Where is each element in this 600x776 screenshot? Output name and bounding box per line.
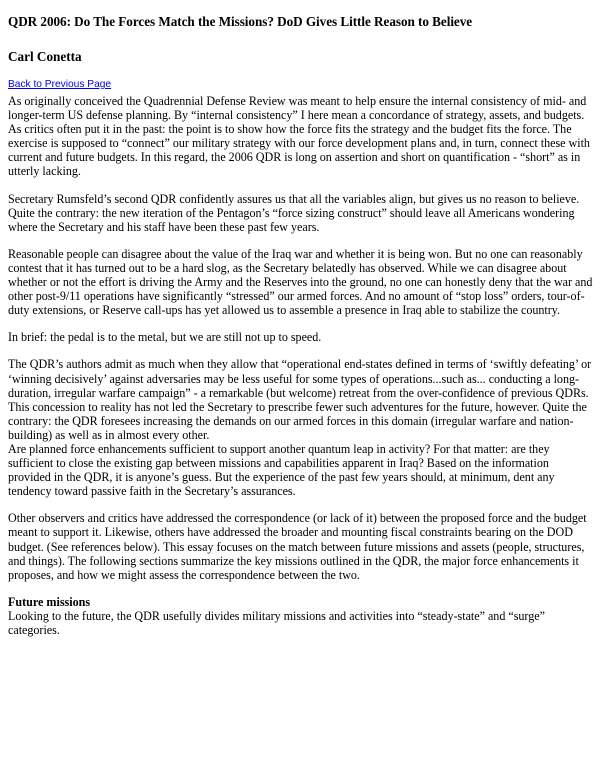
paragraph-future-missions: Looking to the future, the QDR usefully divides military missions and activities into “steady-state” and “surge” categories.: [8, 608, 545, 637]
article-author: Carl Conetta: [8, 49, 82, 64]
paragraph-force-enhancements: Are planned force enhancements sufficient to support another quantum leap in activity? For that matter: are they sufficient to close the existing gap between missions and capabilities apparent in Iraq? Based on the information provided in the QDR, it is anyone’s guess. But the experience of the past few years should, at minimum, dent any tendency toward passive faith in the Secretary’s assurances.: [8, 441, 555, 499]
paragraph-intro: As originally conceived the Quadrennial Defense Review was meant to help ensure the internal consistency of mid- and longer-term US defense planning. By “internal consistency” I here mean a concordance of strategy, assets, and budgets. As critics often put it in the past: the point is to show how the force fits the strategy and the budget fits the force. The exercise is supposed to “connect” our military strategy with our force development plans and, in turn, connect these with current and future budgets. In this regard, the 2006 QDR is long on assertion and short on quantification - “short” as in utterly lacking.: [8, 94, 590, 179]
paragraph-rumsfeld: Secretary Rumsfeld’s second QDR confidently assures us that all the variables align, but gives us no reason to believe. Quite the contrary: the new iteration of the Pentagon’s “force sizing construct” should leave all Americans wondering where the Secretary and his staff have been these past few years.: [8, 191, 580, 234]
section-heading-future-missions: Future missions: [8, 594, 91, 609]
paragraph-in-brief: In brief: the pedal is to the metal, but we are still not up to speed.: [8, 330, 322, 345]
paragraph-other-observers: Other observers and critics have addressed the correspondence (or lack of it) between the proposed force and the budget meant to support it. Likewise, others have addressed the broader and mounting fiscal constraints bearing on the DOD budget. (See references below). This essay focuses on the match between future missions and assets (people, structures, and things). The following sections summarize the key missions outlined in the QDR, the major force enhancements it proposes, and how we might assess the correspondence between the two.: [8, 511, 587, 582]
back-to-previous-page-link[interactable]: Back to Previous Page: [8, 79, 112, 90]
paragraph-iraq: Reasonable people can disagree about the value of the Iraq war and whether it is being won. But no one can reasonably contest that it has turned out to be a hard slog, as the Secretary belatedly has observed. While we can disagree about whether or not the effort is driving the Army and the Reserves into the ground, no one can honestly deny that the war and other post-9/11 operations have significantly “stressed” our armed forces. And no amount of “stop loss” orders, tour-of-duty extensions, or Reserve call-ups has yet allowed us to assemble a presence in Iraq able to stabilize the country.: [8, 246, 593, 318]
paragraph-qdr-authors: The QDR’s authors admit as much when they allow that “operational end-states defined in terms of ‘swiftly defeating’ or ‘winning decisively’ against adversaries may be less useful for some types of operations...such as... conducting a long-duration, irregular warfare campaign” - a remarkable (but welcome) retreat from the over-confidence of previous QDRs. This concession to reality has not led the Secretary to prescribe fewer such adventures for the future, however. Quite the contrary: the QDR foresees increasing the demands on our armed forces in this domain (irregular warfare and nation-building) as well as in almost every other.: [8, 357, 592, 442]
article-page: [8, 14, 594, 650]
article-title: QDR 2006: Do The Forces Match the Missions? DoD Gives Little Reason to Believe: [8, 14, 473, 29]
